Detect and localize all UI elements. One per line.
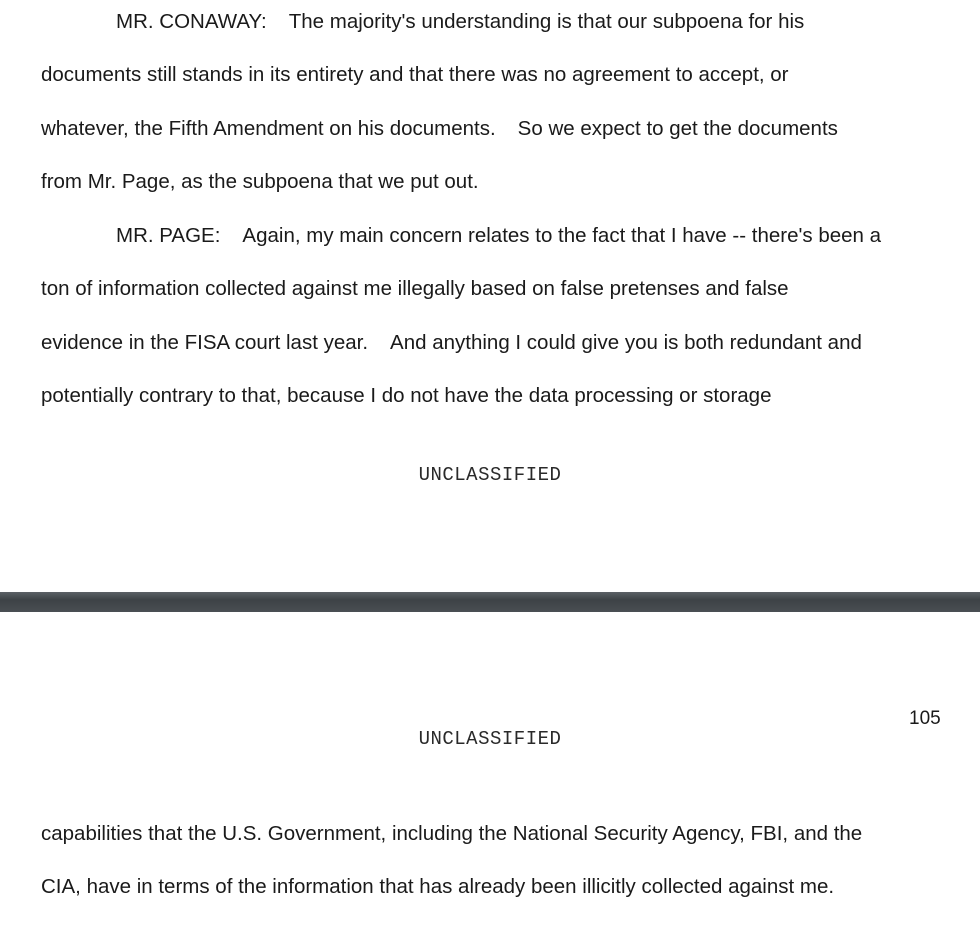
line-text: Again, my main concern relates to the fact that I have -- there's been a	[242, 224, 882, 247]
speaker-label: MR. CONAWAY:	[116, 10, 267, 33]
transcript-line	[41, 384, 771, 408]
line-text: whatever, the Fifth Amendment on his documents.	[41, 117, 496, 140]
transcript-line	[116, 10, 804, 34]
classification-footer: UNCLASSIFIED	[418, 464, 562, 486]
line-text: ton of information collected against me illegally based on false pretenses and false	[41, 277, 789, 300]
line-text: So we expect to get the documents	[517, 117, 838, 140]
transcript-line	[41, 331, 862, 355]
transcript-line	[41, 117, 838, 141]
line-text: evidence in the FISA court last year.	[41, 331, 369, 354]
line-text: from Mr. Page, as the subpoena that we put out.	[41, 170, 479, 193]
transcript-line	[116, 224, 881, 248]
line-text: And anything I could give you is both redundant and	[390, 331, 862, 354]
transcript-line	[41, 822, 862, 846]
transcript-line	[41, 277, 789, 301]
page-number: 105	[909, 708, 941, 729]
speaker-label: MR. PAGE:	[116, 224, 221, 247]
line-text: documents still stands in its entirety and that there was no agreement to accept, or	[41, 63, 789, 86]
transcript-line	[41, 170, 479, 194]
transcript-line	[41, 875, 834, 899]
page-separator	[0, 592, 980, 612]
line-text: CIA, have in terms of the information that has already been illicitly collected against me.	[41, 875, 835, 898]
classification-header: UNCLASSIFIED	[418, 728, 562, 750]
line-text: capabilities that the U.S. Government, including the National Security Agency, FBI, and the	[41, 822, 863, 845]
line-text: The majority's understanding is that our subpoena for his	[288, 10, 805, 33]
line-text: potentially contrary to that, because I do not have the data processing or storage	[41, 384, 772, 407]
transcript-line	[41, 63, 789, 87]
page-105	[0, 612, 980, 931]
